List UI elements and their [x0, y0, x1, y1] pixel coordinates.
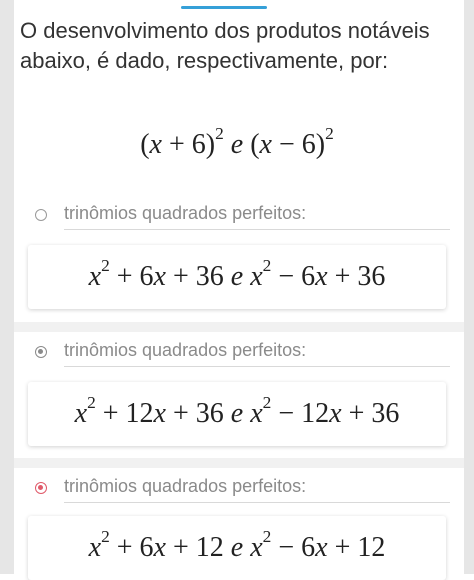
option-2-radio[interactable] [35, 346, 47, 358]
option-2-label[interactable]: trinômios quadrados perfeitos: [64, 340, 307, 360]
option-1-answer-box[interactable] [28, 245, 446, 309]
frame-right [464, 0, 474, 574]
option-3-radio[interactable] [35, 482, 47, 494]
option-1-radio[interactable] [35, 209, 47, 221]
option-1-answer: $x^2 + 6x + 36$ e $x^2 - 6x + 36$ [88, 256, 386, 292]
option-2-divider [64, 366, 450, 367]
option-3-answer: $x^2 + 6x + 12$ e $x^2 - 6x + 12$ [88, 527, 386, 563]
scroll-indicator [181, 6, 267, 9]
question-text: O desenvolvimento dos produtos notáveis abaixo, é dado, respectivamente, por: [20, 18, 430, 73]
option-3-divider [64, 502, 450, 503]
option-3-label[interactable]: trinômios quadrados perfeitos: [64, 476, 307, 496]
option-2-answer: $x^2 + 12x + 36$ e $x^2 - 12x + 36$ [74, 393, 400, 429]
option-3-answer-box[interactable] [28, 516, 446, 580]
option-separator [14, 322, 464, 332]
option-1-divider [64, 229, 450, 230]
frame-left [0, 0, 14, 574]
option-separator [14, 458, 464, 468]
option-2-answer-box[interactable] [28, 382, 446, 446]
option-1-label[interactable]: trinômios quadrados perfeitos: [64, 203, 307, 223]
question-expression: $(x + 6)^2$ e $(x - 6)^2$ [140, 124, 334, 160]
